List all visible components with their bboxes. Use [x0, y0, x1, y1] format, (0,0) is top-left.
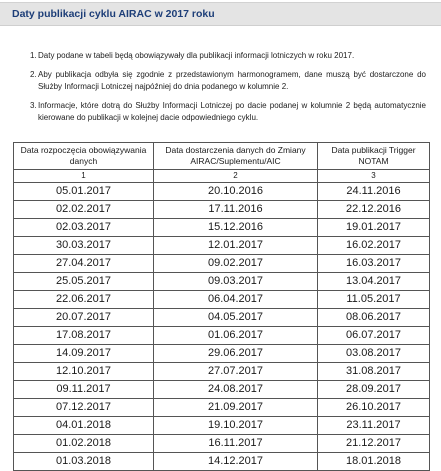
note-item — [30, 100, 426, 124]
cell-effective-date: 02.02.2017 — [14, 201, 154, 219]
table-row — [14, 291, 430, 309]
cell-notam-date: 28.09.2017 — [318, 381, 430, 399]
cell-effective-date: 07.12.2017 — [14, 399, 154, 417]
cell-notam-date: 21.12.2017 — [318, 435, 430, 453]
cell-effective-date: 12.10.2017 — [14, 363, 154, 381]
column-header-notam-date: Data publikacji Trigger NOTAM — [318, 143, 430, 170]
cell-notam-date: 23.11.2017 — [318, 417, 430, 435]
cell-effective-date: 04.01.2018 — [14, 417, 154, 435]
cell-submission-date: 19.10.2017 — [154, 417, 318, 435]
airac-schedule-table — [13, 142, 430, 471]
section-header — [0, 2, 441, 26]
cell-submission-date: 12.01.2017 — [154, 237, 318, 255]
cell-notam-date: 16.03.2017 — [318, 255, 430, 273]
cell-submission-date: 16.11.2017 — [154, 435, 318, 453]
column-header-submission-date: Data dostarczenia danych do Zmiany AIRAC/Suplementu/AIC — [154, 143, 318, 170]
column-number-row — [14, 170, 430, 183]
cell-submission-date: 27.07.2017 — [154, 363, 318, 381]
table-row — [14, 435, 430, 453]
cell-notam-date: 16.02.2017 — [318, 237, 430, 255]
table-row — [14, 219, 430, 237]
note-text: Daty podane w tabeli będą obowiązywały dla publikacji informacji lotniczych w roku 2017. — [38, 51, 355, 60]
cell-notam-date: 03.08.2017 — [318, 345, 430, 363]
cell-notam-date: 26.10.2017 — [318, 399, 430, 417]
column-number: 3 — [318, 170, 430, 183]
cell-effective-date: 25.05.2017 — [14, 273, 154, 291]
note-item — [30, 50, 426, 62]
cell-submission-date: 01.06.2017 — [154, 327, 318, 345]
table-row — [14, 381, 430, 399]
table-row — [14, 453, 430, 471]
note-item — [30, 69, 426, 93]
cell-effective-date: 20.07.2017 — [14, 309, 154, 327]
cell-submission-date: 06.04.2017 — [154, 291, 318, 309]
note-text: Informacje, które dotrą do Służby Informacji Lotniczej po dacie podanej w kolumnie 2 będą automatycznie kierowane do publikacji w kolejnej dacie odpowiedniego cyklu. — [38, 101, 426, 122]
cell-submission-date: 21.09.2017 — [154, 399, 318, 417]
cell-effective-date: 14.09.2017 — [14, 345, 154, 363]
cell-submission-date: 04.05.2017 — [154, 309, 318, 327]
cell-submission-date: 29.06.2017 — [154, 345, 318, 363]
table-row — [14, 399, 430, 417]
cell-effective-date: 27.04.2017 — [14, 255, 154, 273]
cell-notam-date: 13.04.2017 — [318, 273, 430, 291]
cell-effective-date: 22.06.2017 — [14, 291, 154, 309]
note-number: 1. — [30, 51, 37, 60]
table-row — [14, 327, 430, 345]
cell-notam-date: 19.01.2017 — [318, 219, 430, 237]
page-title: Daty publikacji cyklu AIRAC w 2017 roku — [12, 8, 215, 20]
cell-notam-date: 31.08.2017 — [318, 363, 430, 381]
cell-notam-date: 22.12.2016 — [318, 201, 430, 219]
table-row — [14, 363, 430, 381]
cell-notam-date: 11.05.2017 — [318, 291, 430, 309]
table-row — [14, 201, 430, 219]
note-number: 2. — [30, 70, 37, 79]
column-number: 1 — [14, 170, 154, 183]
cell-submission-date: 17.11.2016 — [154, 201, 318, 219]
note-number: 3. — [30, 101, 37, 110]
note-text: Aby publikacja odbyła się zgodnie z przedstawionym harmonogramem, dane muszą być dostarczone do Służby Informacji Lotniczej najpóźniej do dnia podanego w kolumnie 2. — [38, 70, 426, 91]
cell-notam-date: 08.06.2017 — [318, 309, 430, 327]
table-row — [14, 309, 430, 327]
table-row — [14, 417, 430, 435]
column-header-effective-date: Data rozpoczęcia obowiązywania danych — [14, 143, 154, 170]
cell-notam-date: 24.11.2016 — [318, 183, 430, 201]
cell-effective-date: 05.01.2017 — [14, 183, 154, 201]
table-row — [14, 273, 430, 291]
column-number: 2 — [154, 170, 318, 183]
cell-effective-date: 02.03.2017 — [14, 219, 154, 237]
table-body — [14, 183, 430, 471]
cell-effective-date: 17.08.2017 — [14, 327, 154, 345]
cell-effective-date: 01.02.2018 — [14, 435, 154, 453]
table-header-row — [14, 143, 430, 170]
cell-effective-date: 30.03.2017 — [14, 237, 154, 255]
cell-submission-date: 09.02.2017 — [154, 255, 318, 273]
cell-submission-date: 15.12.2016 — [154, 219, 318, 237]
table-row — [14, 183, 430, 201]
cell-notam-date: 06.07.2017 — [318, 327, 430, 345]
cell-submission-date: 24.08.2017 — [154, 381, 318, 399]
cell-submission-date: 09.03.2017 — [154, 273, 318, 291]
cell-effective-date: 01.03.2018 — [14, 453, 154, 471]
table-row — [14, 345, 430, 363]
cell-notam-date: 18.01.2018 — [318, 453, 430, 471]
notes-list — [30, 50, 426, 131]
cell-effective-date: 09.11.2017 — [14, 381, 154, 399]
cell-submission-date: 14.12.2017 — [154, 453, 318, 471]
table-row — [14, 255, 430, 273]
table-row — [14, 237, 430, 255]
cell-submission-date: 20.10.2016 — [154, 183, 318, 201]
